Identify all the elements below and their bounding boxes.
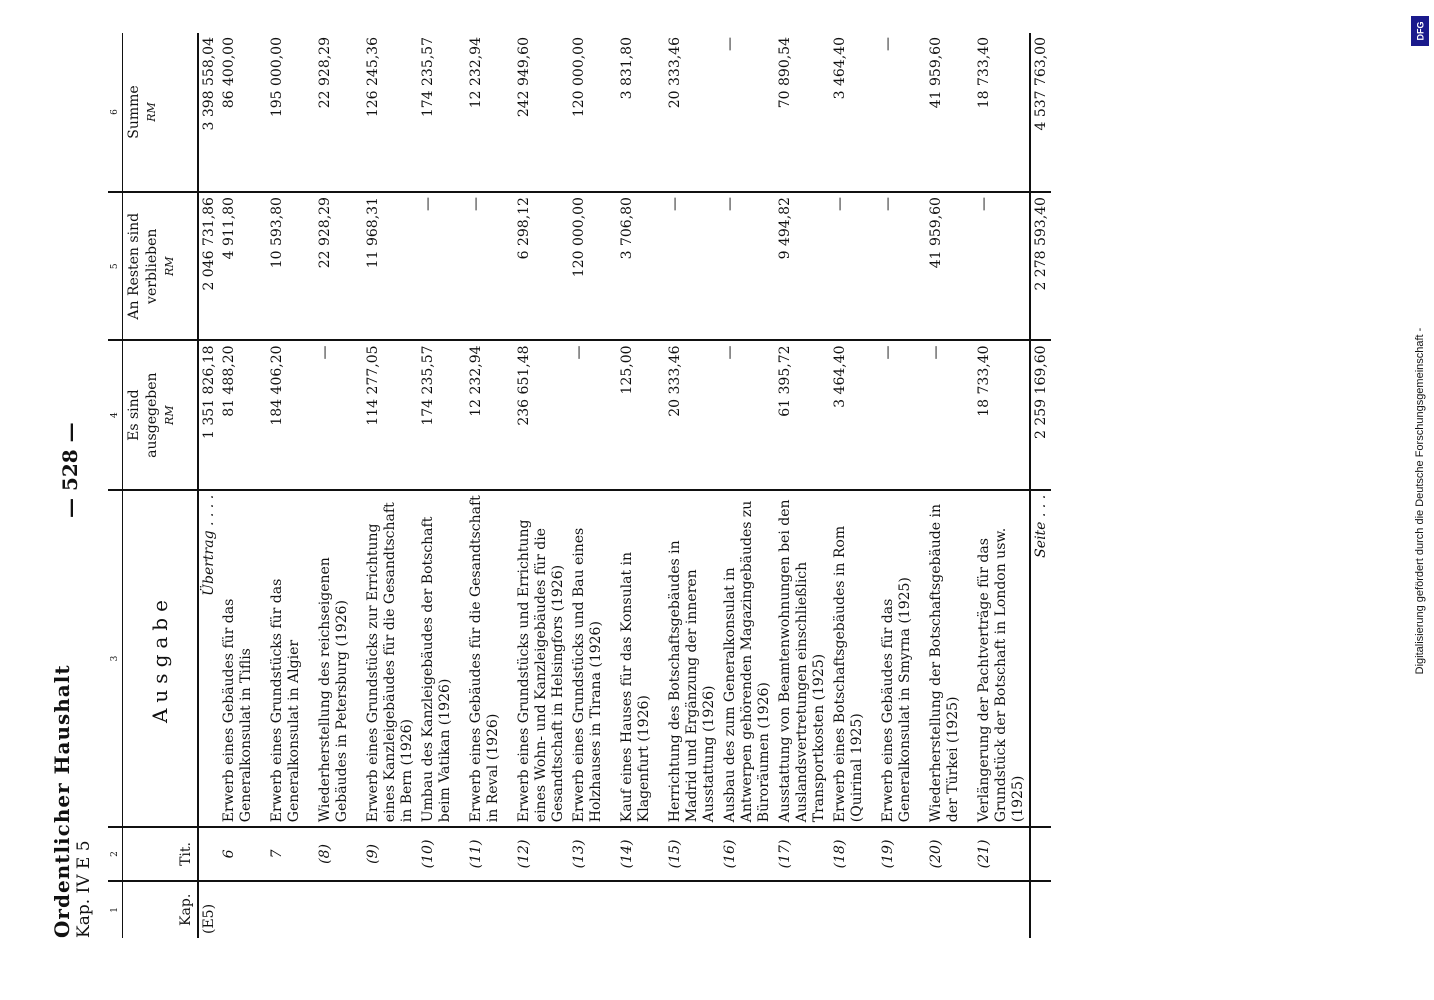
empty-cell — [830, 881, 878, 938]
amount-ausgegeben: — — [315, 340, 363, 489]
empty-cell — [219, 881, 267, 938]
uebertrag-summe: 3 398 558,04 — [201, 37, 217, 131]
amount-summe: 174 235,57 — [420, 37, 436, 118]
amount-ausgegeben: 12 232,94 — [466, 340, 514, 489]
amount-ausgegeben: 174 235,57 — [418, 340, 466, 489]
header-ausgegeben — [123, 340, 199, 489]
total-summe: 4 537 763,00 — [1030, 33, 1051, 192]
item-description: Verlängerung der Pachtverträge für das Grundstück der Botschaft in London usw. (1925) — [974, 490, 1030, 827]
amount-reste: 41 959,60 — [926, 192, 974, 340]
item-description: Ausbau des zum Generalkonsulat in Antwerpen gehörenden Magazingebäudes zu Büroräumen (1926) — [720, 490, 775, 827]
header-summe — [123, 33, 199, 192]
item-description: Ausstattung von Beamtenwohnungen bei den Auslandsvertretungen einschließlich Transportkosten (1925) — [775, 490, 830, 827]
amount-reste: 22 928,29 — [315, 192, 363, 340]
amount-ausgegeben: — — [569, 340, 617, 489]
amount-reste: 4 911,80 — [219, 192, 267, 340]
amount-ausgegeben: — — [926, 340, 974, 489]
header-kap: Kap. — [123, 881, 199, 938]
kap-value: (E5) — [198, 881, 219, 938]
titel-number: (18) — [830, 827, 878, 880]
amount-ausgegeben: 3 464,40 — [830, 340, 878, 489]
colnum-2: 2 — [108, 827, 123, 880]
unit-label: RM — [145, 102, 158, 122]
titel-number: (13) — [569, 827, 617, 880]
titel-number: (15) — [665, 827, 720, 880]
amount-ausgegeben: 125,00 — [617, 340, 665, 489]
amount-summe: — — [880, 37, 896, 51]
titel-number: (19) — [878, 827, 926, 880]
titel-number: (11) — [466, 827, 514, 880]
table-row — [665, 33, 720, 938]
budget-title: Ordentlicher Haushalt — [50, 664, 74, 938]
page-header — [50, 33, 110, 938]
colnum-4: 4 — [108, 340, 123, 489]
empty-cell — [198, 827, 219, 880]
amount-reste: 11 968,31 — [363, 192, 418, 340]
uebertrag-ausgegeben: 1 351 826,18 — [198, 340, 219, 489]
colnum-5: 5 — [108, 192, 123, 340]
table-row — [974, 33, 1030, 938]
total-ausgegeben: 2 259 169,60 — [1030, 340, 1051, 489]
amount-ausgegeben: 61 395,72 — [775, 340, 830, 489]
amount-ausgegeben: 18 733,40 — [974, 340, 1030, 489]
table-row — [219, 33, 267, 938]
amount-ausgegeben: 184 406,20 — [267, 340, 315, 489]
amount-reste: — — [830, 192, 878, 340]
amount-summe: 22 928,29 — [317, 37, 333, 109]
amount-summe: 86 400,00 — [221, 37, 237, 109]
empty-cell — [974, 881, 1030, 938]
titel-number: (17) — [775, 827, 830, 880]
amount-reste: 6 298,12 — [514, 192, 569, 340]
item-description: Erwerb eines Gebäudes für das Generalkonsulat in Tiflis — [219, 490, 267, 827]
table-row — [418, 33, 466, 938]
amount-reste: 120 000,00 — [569, 192, 617, 340]
ledger-page — [50, 33, 1320, 938]
colnum-3: 3 — [108, 490, 123, 827]
page-total-row — [1030, 33, 1051, 938]
amount-summe: 3 831,80 — [619, 37, 635, 100]
table-row — [514, 33, 569, 938]
amount-ausgegeben: 81 488,20 — [219, 340, 267, 489]
item-description: Erwerb eines Grundstücks zur Errichtung eines Kanzleigebäudes für die Gesandtschaft in Bern (1926) — [363, 490, 418, 827]
amount-summe: — — [722, 37, 738, 51]
empty-cell — [878, 881, 926, 938]
empty-cell — [665, 881, 720, 938]
titel-number: 6 — [219, 827, 267, 880]
item-description: Herrichtung des Botschaftsgebäudes in Madrid und Ergänzung der inneren Ausstattung (1926) — [665, 490, 720, 827]
titel-number: (21) — [974, 827, 1030, 880]
chapter-label: Kap. IV E 5 — [74, 840, 94, 938]
titel-number: (14) — [617, 827, 665, 880]
table-row — [926, 33, 974, 938]
amount-ausgegeben: — — [878, 340, 926, 489]
table-row — [720, 33, 775, 938]
empty-cell — [418, 881, 466, 938]
item-description: Umbau des Kanzleigebäudes der Botschaft beim Vatikan (1926) — [418, 490, 466, 827]
empty-cell — [1030, 881, 1051, 938]
seite-label: Seite . . . — [1030, 490, 1051, 827]
header-ausgegeben-label: Es sind ausgegeben — [126, 372, 160, 458]
empty-cell — [617, 881, 665, 938]
item-description: Erwerb eines Grundstücks und Bau eines Holzhauses in Tirana (1926) — [569, 490, 617, 827]
item-description: Erwerb eines Gebäudes für das Generalkonsulat in Smyrna (1925) — [878, 490, 926, 827]
empty-cell — [720, 881, 775, 938]
empty-cell — [363, 881, 418, 938]
table-row — [830, 33, 878, 938]
table-row — [878, 33, 926, 938]
table-row — [466, 33, 514, 938]
table-row — [363, 33, 418, 938]
titel-number: (16) — [720, 827, 775, 880]
uebertrag-reste: 2 046 731,86 — [198, 192, 219, 340]
empty-cell — [315, 881, 363, 938]
empty-cell — [514, 881, 569, 938]
item-description: Erwerb eines Grundstücks und Errichtung eines Wohn- und Kanzleigebäudes für die Gesandtschaft in Helsingfors (1926) — [514, 490, 569, 827]
empty-cell — [1030, 827, 1051, 880]
amount-summe: 18 733,40 — [976, 37, 992, 109]
amount-reste: — — [665, 192, 720, 340]
column-number-row — [108, 33, 123, 938]
titel-number: (12) — [514, 827, 569, 880]
item-description: Kauf eines Hauses für das Konsulat in Klagenfurt (1926) — [617, 490, 665, 827]
table-row — [569, 33, 617, 938]
item-description: Erwerb eines Grundstücks für das Generalkonsulat in Algier — [267, 490, 315, 827]
amount-summe: 3 464,40 — [832, 37, 848, 100]
item-description: Erwerb eines Botschaftsgebäudes in Rom (Quirinal 1925) — [830, 490, 878, 827]
credit-text: Digitalisierung gefördert durch die Deutsche Forschungsgemeinschaft - — [1414, 327, 1426, 674]
table-row — [617, 33, 665, 938]
empty-cell — [466, 881, 514, 938]
colnum-6: 6 — [108, 33, 123, 192]
digitization-credit — [1408, 8, 1432, 993]
amount-ausgegeben: 20 333,46 — [665, 340, 720, 489]
header-tit: Tit. — [123, 827, 199, 880]
amount-summe: 120 000,00 — [571, 37, 587, 118]
header-reste-label: An Resten sind verblieben — [126, 212, 160, 320]
amount-summe: 195 000,00 — [269, 37, 285, 118]
unit-label: RM — [163, 256, 176, 277]
amount-reste: — — [974, 192, 1030, 340]
amount-summe: 20 333,46 — [667, 37, 683, 109]
amount-reste: — — [418, 192, 466, 340]
titel-number: (10) — [418, 827, 466, 880]
amount-summe: 242 949,60 — [516, 37, 532, 118]
total-reste: 2 278 593,40 — [1030, 192, 1051, 340]
page-number: — 528 — — [58, 422, 82, 518]
amount-reste: — — [720, 192, 775, 340]
empty-cell — [569, 881, 617, 938]
item-description: Erwerb eines Gebäudes für die Gesandtschaft in Reval (1926) — [466, 490, 514, 827]
amount-reste: 9 494,82 — [775, 192, 830, 340]
item-description: Wiederherstellung des reichseigenen Gebäudes in Petersburg (1926) — [315, 490, 363, 827]
item-description: Wiederherstellung der Botschaftsgebäude in der Türkei (1925) — [926, 490, 974, 827]
table-row — [315, 33, 363, 938]
titel-number: (9) — [363, 827, 418, 880]
colnum-1: 1 — [108, 881, 123, 938]
empty-cell — [926, 881, 974, 938]
amount-summe: 126 245,36 — [365, 37, 381, 118]
header-reste — [123, 192, 199, 340]
titel-number: (20) — [926, 827, 974, 880]
budget-table — [108, 33, 1051, 938]
amount-summe: 41 959,60 — [928, 37, 944, 109]
amount-ausgegeben: — — [720, 340, 775, 489]
amount-summe: 70 890,54 — [777, 37, 793, 109]
dfg-logo: DFG — [1411, 16, 1429, 46]
header-ausgabe: Ausgabe — [123, 490, 199, 827]
uebertrag-row — [198, 33, 219, 938]
amount-reste: — — [878, 192, 926, 340]
table-row — [267, 33, 315, 938]
uebertrag-label: Übertrag . . . . — [198, 490, 219, 827]
titel-number: (8) — [315, 827, 363, 880]
unit-label: RM — [163, 405, 176, 425]
empty-cell — [775, 881, 830, 938]
amount-reste: 10 593,80 — [267, 192, 315, 340]
amount-reste: — — [466, 192, 514, 340]
empty-cell — [267, 881, 315, 938]
amount-reste: 3 706,80 — [617, 192, 665, 340]
amount-ausgegeben: 236 651,48 — [514, 340, 569, 489]
amount-ausgegeben: 114 277,05 — [363, 340, 418, 489]
titel-number: 7 — [267, 827, 315, 880]
amount-summe: 12 232,94 — [468, 37, 484, 109]
header-summe-label: Summe — [126, 85, 142, 139]
table-row — [775, 33, 830, 938]
column-header-row — [123, 33, 199, 938]
